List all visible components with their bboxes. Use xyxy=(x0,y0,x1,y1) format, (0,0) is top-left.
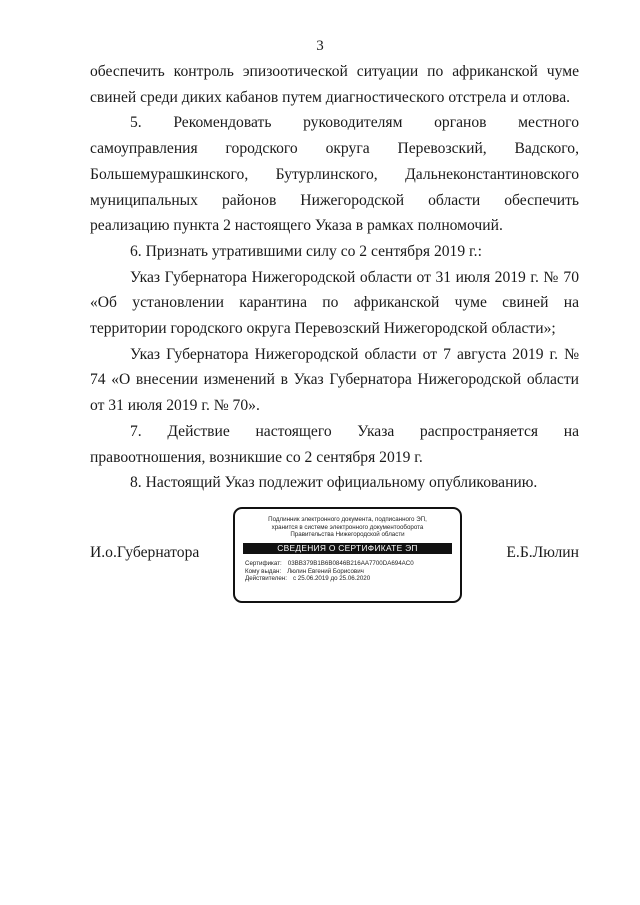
document-body xyxy=(90,59,579,496)
paragraph-continuation: обеспечить контроль эпизоотической ситуации по африканской чуме свиней среди диких кабанов путем диагностического отстрела и отлова. xyxy=(90,63,579,106)
stamp-header-line: Правительства Нижегородской области xyxy=(290,531,405,539)
signatory-title: И.о.Губернатора xyxy=(90,544,200,561)
paragraph-repealed-decree-74: Указ Губернатора Нижегородской области от 7 августа 2019 г. № 74 «О внесении изменений в Указ Губернатора Нижегородской области от 31 июля 2019 г. № 70». xyxy=(90,345,579,415)
paragraph-item-5: 5. Рекомендовать руководителям органов местного самоуправления городского округа Перевозский, Вадского, Большемурашкинского, Бутурлинского, Дальнеконстантиновского муниципальных районов Нижегородской области обеспечить реализацию пункта 2 настоящего Указа в рамках полномочий. xyxy=(90,114,579,235)
certificate-label: Сертификат: xyxy=(245,559,282,567)
paragraph-repealed-decree-70: Указ Губернатора Нижегородской области от 31 июля 2019 г. № 70 «Об установлении карантина по африканской чуме свиней на территории городского округа Перевозский Нижегородской области»; xyxy=(90,268,579,338)
stamp-header xyxy=(235,516,460,539)
issued-to-label: Кому выдан: xyxy=(245,567,282,575)
electronic-signature-stamp xyxy=(233,507,462,603)
issued-to-value: Люлин Евгений Борисович xyxy=(287,567,364,575)
signatory-name: Е.Б.Люлин xyxy=(506,544,579,561)
certificate-value: 03BB379B1B6B0846B216AA7700DA694AC0 xyxy=(287,559,414,567)
stamp-header-line: хранится в системе электронного документооборота xyxy=(271,523,424,531)
validity-value: с 25.06.2019 до 25.06.2020 xyxy=(292,575,371,583)
paragraph-item-8: 8. Настоящий Указ подлежит официальному опубликованию. xyxy=(130,474,538,492)
certificate-row xyxy=(245,560,460,568)
stamp-details xyxy=(245,560,460,583)
signature-block xyxy=(90,507,579,607)
paragraph-item-7: 7. Действие настоящего Указа распространяется на правоотношения, возникшие со 2 сентября 2019 г. xyxy=(90,422,579,466)
issued-to-row xyxy=(245,568,460,576)
stamp-banner: СВЕДЕНИЯ О СЕРТИФИКАТЕ ЭП xyxy=(243,543,452,554)
page-number: 3 xyxy=(316,38,324,54)
validity-row xyxy=(245,575,460,583)
paragraph-item-6: 6. Признать утратившими силу со 2 сентября 2019 г.: xyxy=(130,242,482,260)
stamp-header-line: Подлинник электронного документа, подписанного ЭП, xyxy=(268,516,427,523)
validity-label: Действителен: xyxy=(245,575,287,583)
